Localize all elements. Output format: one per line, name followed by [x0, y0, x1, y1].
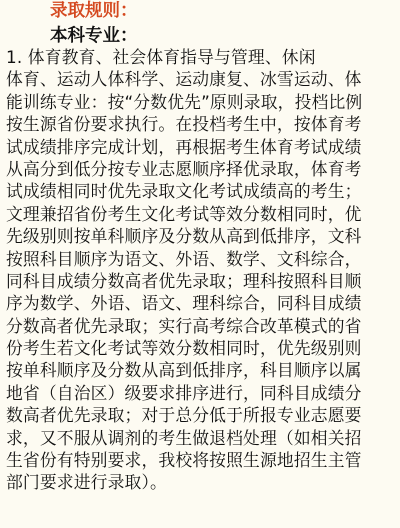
paragraph-line: 能训练专业：按“分数优先”原则录取，投档比例	[6, 91, 363, 112]
paragraph-line: 体育、运动人体科学、运动康复、冰雪运动、体	[6, 69, 362, 90]
paragraph-line: 按照科目顺序为语文、外语、数学、文科综合，	[6, 248, 362, 269]
paragraph-line: 按生源省份要求执行。在投档考生中，按体育考	[6, 114, 362, 135]
section-heading: 录取规则：	[50, 1, 138, 21]
paragraph-line: 分数高者优先录取；实行高考综合改革模式的省	[6, 315, 362, 336]
paragraph-line: 份考生若文化考试等效分数相同时，优先级别则	[6, 338, 362, 359]
paragraph-line: 序为数学、外语、语文、理科综合，同科目成绩	[6, 293, 362, 314]
paragraph-line: 1. 体育教育、社会体育指导与管理、休闲	[6, 47, 316, 67]
subsection-heading: 本科专业：	[50, 26, 138, 46]
paragraph-line: 从高分到低分按专业志愿顺序择优录取，体育考	[6, 158, 362, 179]
paragraph-line: 求，又不服从调剂的考生做退档处理（如相关招	[6, 427, 362, 448]
paragraph-line: 文理兼招省份考生文化考试等效分数相同时，优	[6, 203, 362, 224]
paragraph-line: 试成绩相同时优先录取文化考试成绩高的考生；	[6, 181, 362, 202]
paragraph-line: 部门要求进行录取）。	[6, 472, 167, 493]
paragraph-line: 同科目成绩分数高者优先录取；理科按照科目顺	[6, 270, 362, 291]
paragraph-line: 数高者优先录取；对于总分低于所报专业志愿要	[6, 405, 362, 426]
paragraph-line: 生省份有特别要求，我校将按照生源地招生主管	[6, 450, 362, 471]
paragraph-line: 先级别则按单科顺序及分数从高到低排序，文科	[6, 226, 362, 247]
paragraph-line: 试成绩排序完成计划，再根据考生体育考试成绩	[6, 136, 362, 157]
rules-paragraph	[6, 46, 396, 494]
paragraph-line: 地省（自治区）级要求排序进行，同科目成绩分	[6, 382, 362, 403]
paragraph-line: 按单科顺序及分数从高到低排序，科目顺序以属	[6, 360, 362, 381]
